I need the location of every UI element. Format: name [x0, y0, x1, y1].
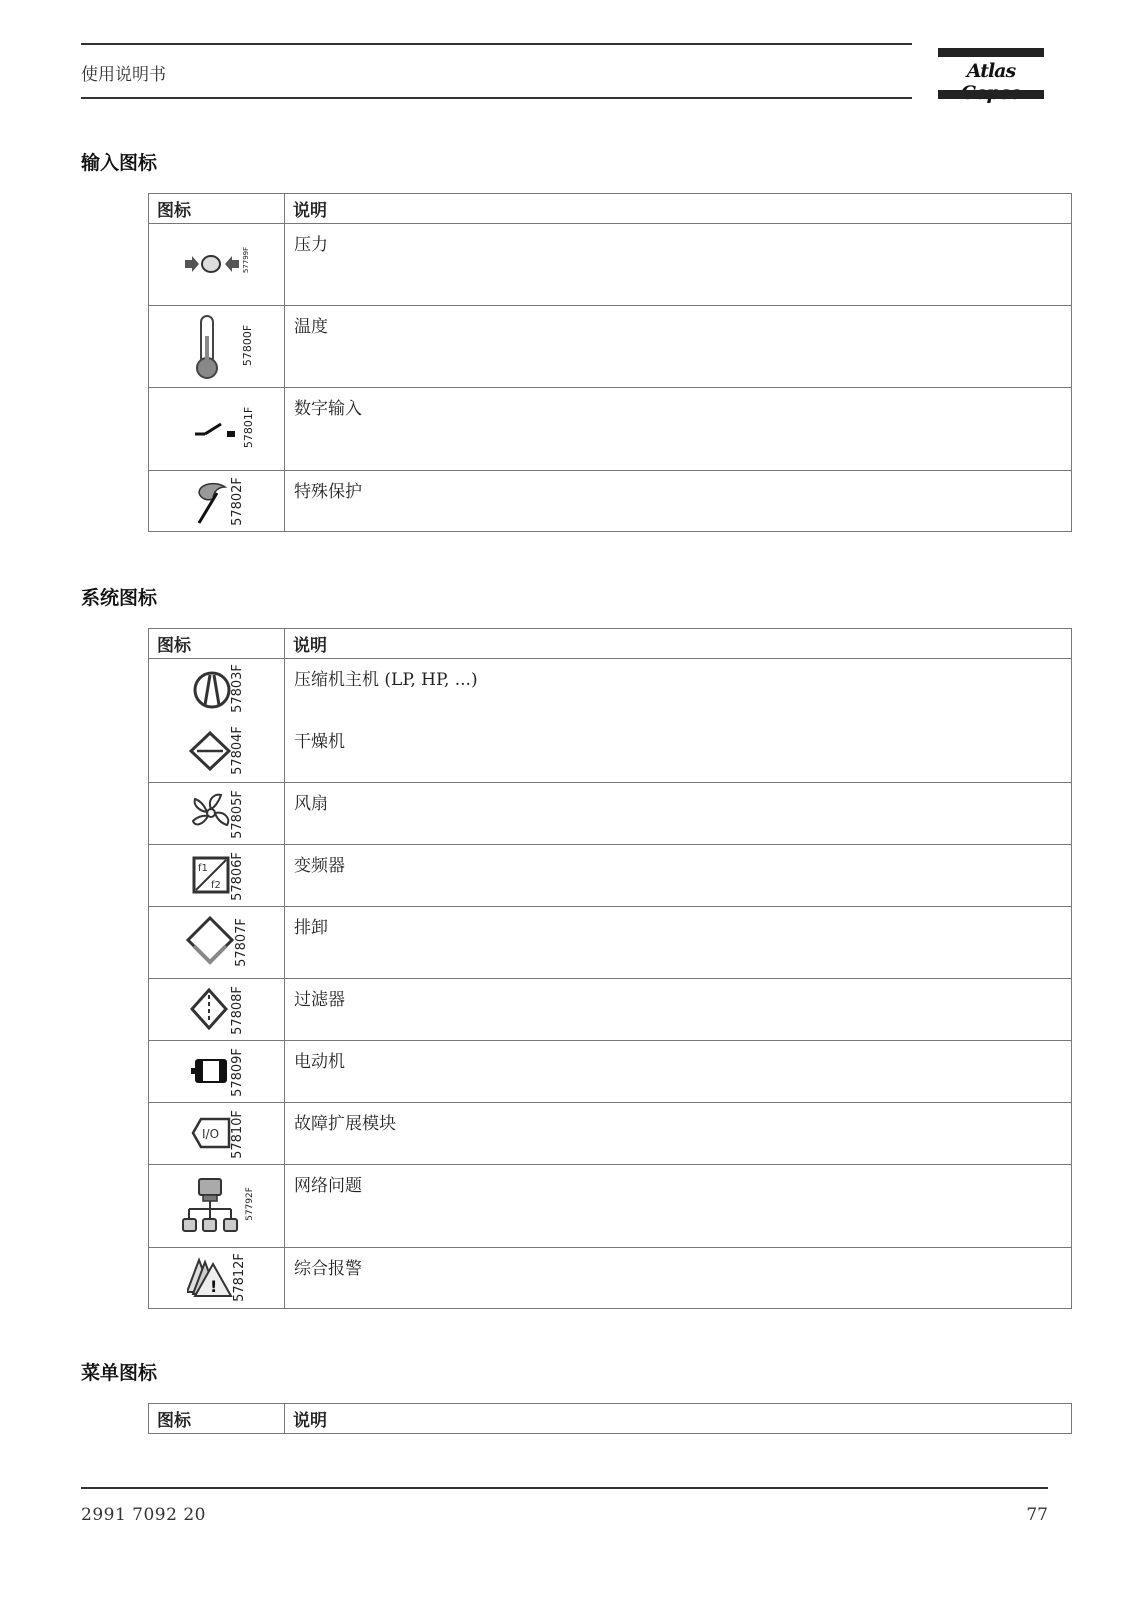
icon-cell — [149, 1248, 285, 1309]
icon-code: 57799F — [242, 246, 251, 274]
table-row — [149, 845, 1072, 907]
alarm-exclamation: ! — [210, 1277, 218, 1296]
description-cell — [285, 659, 1072, 783]
icon-code: 57807F — [233, 918, 249, 967]
icon-cell — [149, 1041, 285, 1103]
icon-cell — [149, 1103, 285, 1165]
system-icons-table — [148, 628, 1072, 1309]
pressure-icon — [183, 252, 243, 276]
drain-icon — [185, 915, 235, 967]
icon-code: 57803F — [229, 664, 245, 713]
document-number: 2991 7092 20 — [81, 1505, 206, 1525]
menu-icons-table — [148, 1403, 1072, 1434]
icon-cell — [149, 845, 285, 907]
table-row — [149, 783, 1072, 845]
logo-bottom-bar — [938, 90, 1044, 99]
table-row — [149, 1248, 1072, 1309]
digital-input-switch-icon — [193, 416, 239, 442]
table-row — [149, 388, 1072, 471]
icon-cell — [149, 783, 285, 845]
column-header-icon: 图标 — [149, 1404, 285, 1434]
icon-code: 57810F — [229, 1110, 245, 1159]
table-header-row — [149, 194, 1072, 224]
expansion-module-label: I/O — [202, 1127, 220, 1141]
table-header-row — [149, 1404, 1072, 1434]
column-header-icon: 图标 — [149, 629, 285, 659]
icon-code: 57804F — [229, 726, 245, 775]
icon-code: 57805F — [229, 790, 245, 839]
icon-cell — [149, 388, 285, 471]
icon-code: 57808F — [229, 986, 245, 1035]
description-cell: 排卸 — [285, 907, 1072, 979]
description-compressor: 压缩机主机 (LP, HP, ...) — [294, 670, 478, 690]
description-cell: 电动机 — [285, 1041, 1072, 1103]
icon-cell — [149, 979, 285, 1041]
fan-icon — [189, 791, 233, 835]
filter-icon — [189, 987, 229, 1031]
frequency-label-f2: f2 — [211, 880, 221, 891]
header-bottom-rule — [81, 97, 912, 99]
expansion-module-icon — [191, 1117, 231, 1149]
column-header-description: 说明 — [285, 194, 1072, 224]
footer-rule — [81, 1487, 1048, 1489]
description-cell: 网络问题 — [285, 1165, 1072, 1248]
icon-cell — [149, 907, 285, 979]
atlas-copco-logo — [938, 48, 1044, 99]
logo-wordmark: Atlas — [966, 60, 1016, 82]
description-cell: 综合报警 — [285, 1248, 1072, 1309]
icon-cell — [149, 306, 285, 388]
description-cell: 过滤器 — [285, 979, 1072, 1041]
input-icons-table — [148, 193, 1072, 532]
description-cell: 风扇 — [285, 783, 1072, 845]
header-top-rule — [81, 43, 912, 45]
table-row — [149, 659, 1072, 783]
table-row — [149, 224, 1072, 306]
description-cell: 变频器 — [285, 845, 1072, 907]
table-row — [149, 1041, 1072, 1103]
icon-code: 57792F — [244, 1187, 255, 1221]
description-cell: 压力 — [285, 224, 1072, 306]
table-row — [149, 1165, 1072, 1248]
icon-cell — [149, 659, 285, 783]
frequency-converter-icon — [191, 855, 231, 895]
icon-cell — [149, 1165, 285, 1248]
column-header-description: 说明 — [285, 1404, 1072, 1434]
icon-code: 57812F — [231, 1253, 247, 1302]
icon-cell — [149, 471, 285, 532]
icon-code: 57809F — [229, 1048, 245, 1097]
description-cell: 特殊保护 — [285, 471, 1072, 532]
table-row — [149, 979, 1072, 1041]
description-cell: 故障扩展模块 — [285, 1103, 1072, 1165]
motor-icon — [189, 1057, 231, 1085]
table-row — [149, 306, 1072, 388]
description-cell: 数字输入 — [285, 388, 1072, 471]
section-title-menu: 菜单图标 — [81, 1362, 158, 1384]
section-title-system: 系统图标 — [81, 587, 158, 609]
logo-top-bar — [938, 48, 1044, 57]
description-cell: 温度 — [285, 306, 1072, 388]
network-icon — [181, 1177, 239, 1235]
document-title: 使用说明书 — [81, 65, 166, 85]
section-title-input: 输入图标 — [81, 152, 158, 174]
icon-code: 57802F — [229, 477, 245, 526]
general-alarm-icon — [187, 1256, 235, 1298]
page-number: 77 — [1026, 1505, 1048, 1525]
column-header-icon: 图标 — [149, 194, 285, 224]
icon-code: 57800F — [241, 324, 255, 367]
table-row — [149, 471, 1072, 532]
table-row — [149, 907, 1072, 979]
frequency-label-f1: f1 — [198, 863, 208, 874]
special-protection-icon — [193, 479, 231, 525]
column-header-description: 说明 — [285, 629, 1072, 659]
table-row — [149, 1103, 1072, 1165]
dryer-icon — [189, 731, 231, 771]
icon-code: 57801F — [242, 406, 256, 449]
description-dryer: 干燥机 — [294, 732, 345, 752]
icon-code: 57806F — [229, 852, 245, 901]
table-header-row — [149, 629, 1072, 659]
thermometer-icon — [193, 314, 221, 380]
compressor-element-icon — [191, 669, 233, 711]
icon-cell — [149, 224, 285, 306]
